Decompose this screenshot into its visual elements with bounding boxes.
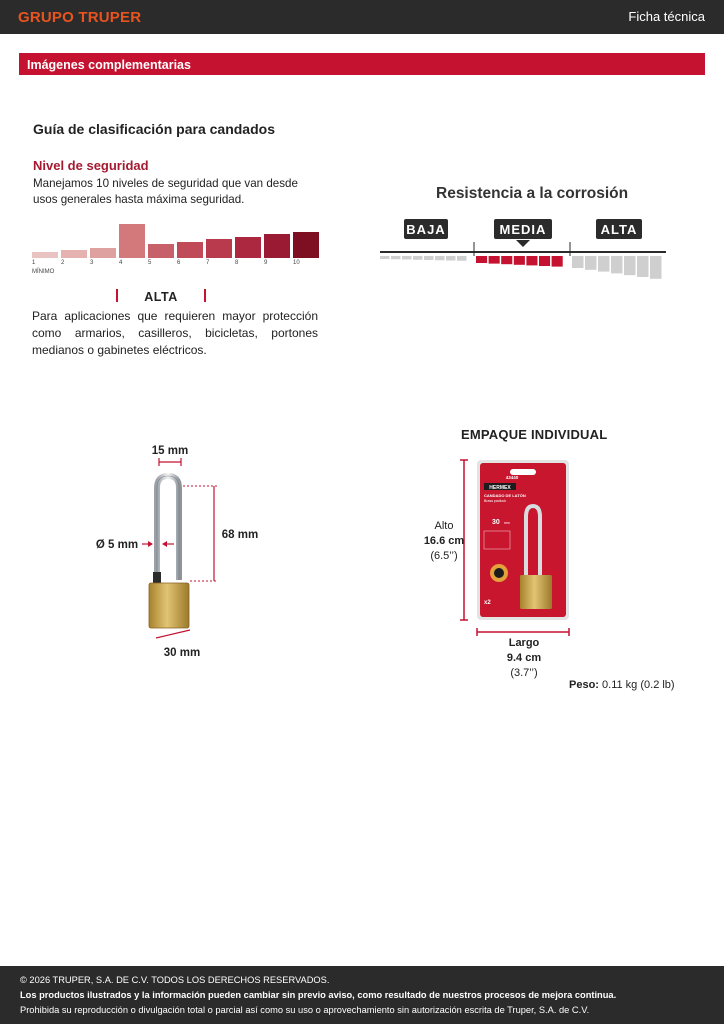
corrosion-title: Resistencia a la corrosión xyxy=(436,185,629,202)
corrosion-medium-label: MEDIA xyxy=(499,222,547,237)
corrosion-segment xyxy=(572,256,584,268)
security-level-bar-3 xyxy=(90,248,116,258)
section-title-bar xyxy=(19,53,705,75)
corrosion-segment xyxy=(624,256,636,275)
corrosion-segment xyxy=(391,256,401,259)
security-level-scale xyxy=(30,218,320,278)
card-size: 30 xyxy=(492,519,500,526)
corrosion-segment xyxy=(402,256,412,260)
corrosion-segment xyxy=(424,256,434,260)
corrosion-segment xyxy=(489,256,500,264)
shackle-height-label: 68 mm xyxy=(221,529,259,541)
corrosion-high-label: ALTA xyxy=(600,222,638,237)
document-type-label: Ficha técnica xyxy=(628,9,705,24)
corrosion-segment xyxy=(380,256,390,259)
security-level-bar-6 xyxy=(177,242,203,258)
largo-label: Largo xyxy=(508,637,540,649)
security-level-bar-10 xyxy=(293,232,319,258)
card-code: 43440 xyxy=(505,475,519,480)
rating-tick-right xyxy=(204,289,206,302)
security-level-number: 1 xyxy=(32,260,36,266)
corrosion-selected-pointer-icon xyxy=(516,240,530,247)
footer xyxy=(0,966,724,1024)
card-product-sub: Brass padlock xyxy=(484,499,506,503)
padlock-body xyxy=(149,583,189,628)
corrosion-segment xyxy=(637,256,649,277)
package-width-info xyxy=(494,636,554,681)
security-level-bar-8 xyxy=(235,237,261,258)
shackle-width-label: 15 mm xyxy=(151,445,189,457)
padlock-shackle xyxy=(157,476,179,580)
peso-value: 0.11 kg (0.2 lb) xyxy=(602,679,675,691)
corrosion-segment xyxy=(526,256,537,265)
security-intro-text: Manejamos 10 niveles de seguridad que van desde usos generales hasta máxima seguridad. xyxy=(33,177,298,206)
corrosion-segment xyxy=(476,256,487,263)
security-level-bar-7 xyxy=(206,239,232,258)
corrosion-segment xyxy=(598,256,610,272)
security-level-bar-4 xyxy=(119,224,145,258)
corrosion-segment xyxy=(539,256,550,266)
arrow-head xyxy=(148,541,153,547)
alto-cm: 16.6 cm xyxy=(423,535,465,547)
padlock-dimensions-drawing xyxy=(95,440,275,670)
corrosion-scale xyxy=(378,216,668,286)
footer-notice: Los productos ilustrados y la información pueden cambiar sin previo aviso, como resultado de nuestros procesos de mejora continua. xyxy=(20,990,617,1000)
minimum-label: MÍNIMO xyxy=(32,269,55,275)
body-width-label: 30 mm xyxy=(163,647,201,659)
security-level-number: 5 xyxy=(148,260,152,266)
padlock-shackle-outline xyxy=(157,476,179,580)
body-width-dim-line xyxy=(156,630,190,638)
security-level-number: 7 xyxy=(206,260,210,266)
security-level-number: 3 xyxy=(90,260,94,266)
corrosion-low-label: BAJA xyxy=(406,222,446,237)
peso-label: Peso: xyxy=(569,679,599,691)
security-level-number: 8 xyxy=(235,260,239,266)
corrosion-segment xyxy=(435,256,445,260)
security-level-bar-9 xyxy=(264,234,290,258)
card-brand: HERMEX xyxy=(489,485,511,491)
footer-prohibition: Prohibida su reproducción o divulgación total o parcial así como su uso o aprovechamiento sin autorización escrita de Truper, S.A. de C.V. xyxy=(20,1005,590,1015)
brand-logo: GRUPO TRUPER xyxy=(18,9,142,26)
corrosion-segment xyxy=(413,256,423,260)
security-level-number: 10 xyxy=(293,260,300,266)
card-padlock-body xyxy=(520,575,552,609)
top-header-bar xyxy=(0,0,724,34)
package-height-info xyxy=(418,519,470,564)
corrosion-segment xyxy=(457,256,467,261)
security-level-bar-1 xyxy=(32,252,58,258)
card-product: CANDADO DE LATÓN xyxy=(484,493,526,498)
security-rating xyxy=(116,289,206,303)
security-level-bar-2 xyxy=(61,250,87,258)
card-qty: x2 xyxy=(484,600,491,606)
largo-cm: 9.4 cm xyxy=(506,652,542,664)
corrosion-segment xyxy=(514,256,525,265)
largo-in: (3.7’’) xyxy=(510,667,538,679)
arrow-head xyxy=(162,541,167,547)
alto-label: Alto xyxy=(434,520,454,532)
security-guide-title: Guía de clasificación para candados xyxy=(33,121,275,137)
corrosion-segment xyxy=(446,256,456,261)
package-weight xyxy=(569,679,675,691)
alto-in: (6.5’’) xyxy=(430,550,458,562)
shackle-diameter-label: Ø 5 mm xyxy=(95,539,139,551)
corrosion-segment xyxy=(552,256,563,267)
card-size-unit: mm xyxy=(504,521,510,525)
security-level-subtitle: Nivel de seguridad xyxy=(33,158,149,173)
corrosion-segment xyxy=(650,256,662,279)
package-title: EMPAQUE INDIVIDUAL xyxy=(461,427,608,442)
security-level-bar-5 xyxy=(148,244,174,258)
security-level-number: 6 xyxy=(177,260,181,266)
security-level-number: 2 xyxy=(61,260,65,266)
security-description: Para aplicaciones que requieren mayor protección como armarios, casilleros, bicicletas, portones medianos o gabinetes eléctricos. xyxy=(32,309,318,357)
corrosion-segment xyxy=(501,256,512,264)
security-level-number: 4 xyxy=(119,260,123,266)
security-rating-label: ALTA xyxy=(144,290,178,304)
corrosion-segment xyxy=(585,256,597,270)
corrosion-segment xyxy=(611,256,623,273)
security-level-number: 9 xyxy=(264,260,268,266)
section-title: Imágenes complementarias xyxy=(27,58,191,72)
footer-copyright: © 2026 TRUPER, S.A. DE C.V. TODOS LOS DERECHOS RESERVADOS. xyxy=(20,975,330,985)
card-seal-center xyxy=(494,568,504,578)
